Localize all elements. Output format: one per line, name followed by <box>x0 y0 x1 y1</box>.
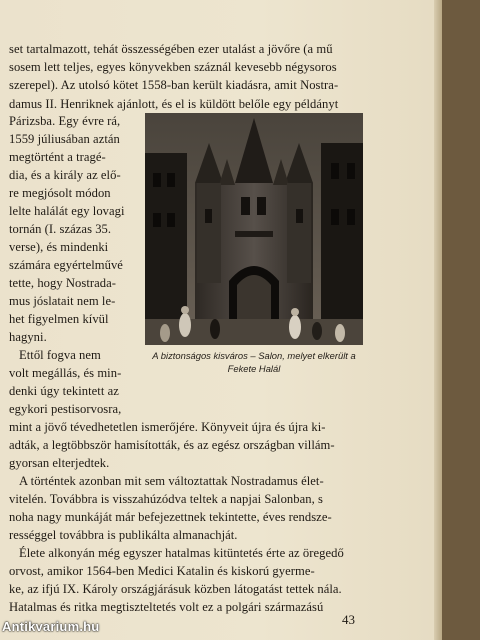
text-line: het figyelmen kívül <box>9 312 109 326</box>
caption-line: Fekete Halál <box>227 363 281 374</box>
text-line: Párizsba. Egy évre rá, <box>9 114 121 128</box>
figure-caption <box>145 349 363 375</box>
text-line: rességgel továbbra is publikálta almanachját. <box>9 528 238 542</box>
page-number: 43 <box>342 612 355 627</box>
text-line: gyorsan elterjedtek. <box>9 456 110 470</box>
text-line: volt megállás, és min- <box>9 366 122 380</box>
text-line: re megjósolt módon <box>9 186 111 200</box>
text-line: sosem lett teljes, egyes könyvekben száznál kevesebb négysoros <box>9 60 337 74</box>
text-line: számára egyértelművé <box>9 258 123 272</box>
text-line: denki úgy tekintett az <box>9 384 119 398</box>
city-gate-illustration <box>145 113 363 345</box>
text-line: noha nagy munkáját már befejezettnek tekintette, éves rendsze- <box>9 510 332 524</box>
text-line: damus II. Henriknek ajánlott, és el is küldött belőle egy példányt <box>9 97 339 111</box>
text-line: mus jóslatait nem le- <box>9 294 116 308</box>
text-line: Élete alkonyán még egyszer hatalmas kitüntetés érte az öregedő <box>19 546 344 560</box>
text-line: verse), és mindenki <box>9 240 109 254</box>
text-line: hagyni. <box>9 330 47 344</box>
figure <box>145 113 363 376</box>
text-line: megtörtént a tragé- <box>9 150 106 164</box>
text-line: lelte halálát egy lovagi <box>9 204 125 218</box>
text-line: orvost, amikor 1564-ben Medici Katalin és kiskorú gyerme- <box>9 564 315 578</box>
text-line: 1559 júliusában aztán <box>9 132 120 146</box>
text-line: ke, az ifjú IX. Károly országjárásuk közben látogatást tettek nála. <box>9 582 342 596</box>
text-line: Ettől fogva nem <box>19 348 101 362</box>
text-line: Hatalmas és ritka megtiszteltetés volt ez a polgári származású <box>9 600 324 614</box>
text-line: set tartalmazott, tehát összességében ezer utalást a jövőre (a mű <box>9 42 333 56</box>
watermark: Antikvarium.hu <box>2 619 100 634</box>
text-line: tette, hogy Nostrada- <box>9 276 117 290</box>
text-line: dia, és a király az elő- <box>9 168 121 182</box>
text-line: adták, a legtöbbször hamisították, és az egész országban villám- <box>9 438 335 452</box>
caption-line: A biztonságos kisváros – Salon, melyet elkerült a <box>152 350 356 361</box>
text-line: mint a jövő tévedhetetlen ismerőjére. Könyveit újra és újra ki- <box>9 420 326 434</box>
text-line: szerepel). Az utolsó kötet 1558-ban került kiadásra, amit Nostra- <box>9 78 339 92</box>
text-line: egykori pestisorvosra, <box>9 402 122 416</box>
text-line: vitelén. Továbbra is visszahúzódva teltek a napjai Salonban, s <box>9 492 323 506</box>
text-line: tornán (I. százas 35. <box>9 222 112 236</box>
text-line: A történtek azonban mit sem változtattak Nostradamus élet- <box>19 474 324 488</box>
